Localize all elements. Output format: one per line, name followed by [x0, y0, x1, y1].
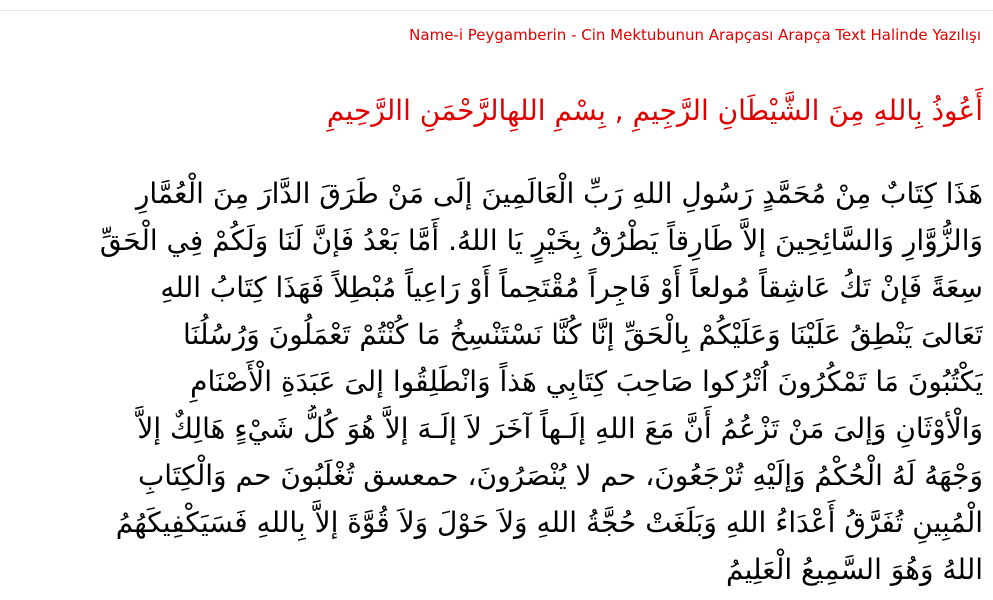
page-title: Name-i Peygamberin - Cin Mektubunun Arapçası Arapça Text Halinde Yazılışı	[409, 26, 981, 44]
text-line: سِعَةً فَإنْ تَكُ عَاشِقاً مُولعاً أَوْ فَاجِراً مُقْتَحِماً أَوْ رَاعِياً مُبْطِلاً فَهَذَا كِتَابُ اللهِ	[160, 271, 983, 304]
arabic-heading: أَعُوذُ بِاللهِ مِنَ الشَّيْطَانِ الرَّجِيمِ , بِسْمِ اللهِالرَّحْمَنِ االرَّحِيمِ	[326, 94, 983, 127]
top-divider	[0, 0, 993, 11]
text-line: وَجْهَهُ لَهُ الْحُكْمُ وَإلَيْهِ تُرْجَعُونَ، حم لا يُنْصَرُونَ، حمعسق تُغْلَبُونَ حم وَالْكِتَابِ	[137, 459, 983, 492]
text-line: اللهُ وَهُوَ السَّمِيعُ الْعَلِيمُ	[725, 553, 983, 586]
text-line: وَالزُّوَّارِ وَالسَّائِحِينَ إلاَّ طَارِقاً يَطْرُقُ بِخَيْرٍ يَا اللهُ. أَمَّا بَعْدُ فَإنَّ لَنَا وَلَكُمْ فِي الْحَقِّ	[99, 224, 983, 257]
arabic-letter-body	[13, 170, 983, 593]
text-line: تَعَالىَ يَنْطِقُ عَلَيْنَا وَعَلَيْكُمْ بِالْحَقِّ إنَّا كُنَّا نَسْتَنْسِخُ مَا كُنْتُمْ تَعْمَلُونَ وَرُسُلُنَا	[183, 318, 983, 351]
text-line: هَذَا كِتَابٌ مِنْ مُحَمَّدٍ رَسُولِ اللهِ رَبِّ الْعَالَمِينَ إلَى مَنْ طَرَقَ الدَّارَ مِنَ الْعُمَّارِ	[135, 177, 983, 210]
text-line: الْمُبِينِ تُفَرَّقُ أَعْدَاءُ اللهِ وَبَلَغَتْ حُجَّةُ اللهِ وَلاَ حَوْلَ وَلاَ قُوَّةَ إلاَّ بِاللهِ فَسَيَكْفِيكَهُمُ	[115, 506, 983, 539]
text-line: وَالْأوْثَانِ وَإلىَ مَنْ تَزْعُمُ أَنَّ مَعَ اللهِ إلَـهاً آخَرَ لاَ إلَـهَ إلاَّ هُوَ كُلُّ شَيْءٍ هَالِكٌ إلاَّ	[137, 412, 983, 445]
text-line: يَكْتُبُونَ مَا تَمْكُرُونَ اُتْرُكوا صَاحِبَ كِتَابِي هَذاً وَانْطَلِقُوا إلىَ عَبَدَةِ الْأَصْنَامِ	[190, 365, 983, 398]
